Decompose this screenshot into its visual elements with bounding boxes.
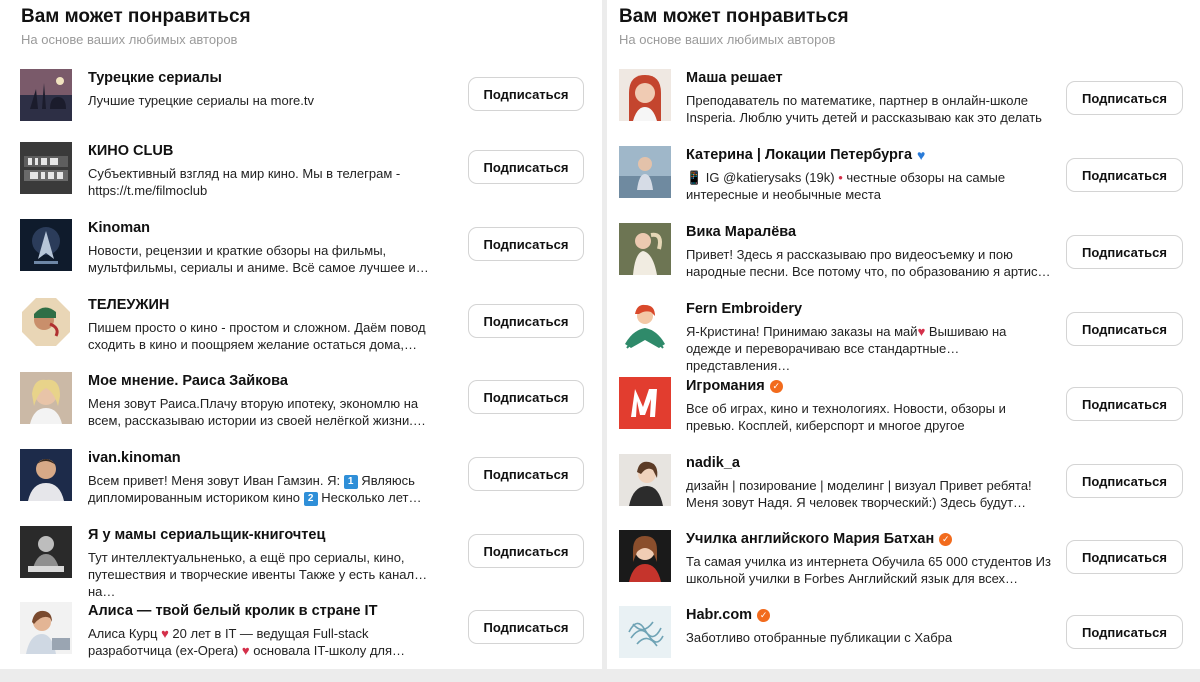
channel-name[interactable]: Habr.com ✓ [686,606,1051,625]
channel-row-vika-maraleva [607,223,1200,299]
avatar[interactable] [619,300,671,352]
channel-row-nadik-a [607,454,1200,530]
blue-heart-icon: ♥ [917,147,926,163]
channel-description: 📱 IG @katierysaks (19k) • честные обзоры на самые интересные и необычные места [686,170,1006,202]
channel-description: Всем привет! Меня зовут Иван Гамзин. Я: 1 Являюсь дипломированным историком кино 2 Несколько лет… [88,473,422,505]
channel-row-uchilka-english [607,530,1200,606]
recommendations-panel-right [607,0,1200,669]
panel-subtitle: На основе ваших любимых авторов [21,32,238,47]
subscribe-button[interactable]: Подписаться [1066,387,1183,421]
channel-name[interactable]: Вика Маралёва [686,224,797,240]
channel-name[interactable]: ivan.kinoman [88,450,181,466]
channel-description: Тут интеллектуальненько, а ещё про сериалы, кино, путешествия и творческие ивенты Также у есть канал на… [88,550,415,599]
avatar[interactable] [619,530,671,582]
avatar[interactable] [20,526,72,578]
channel-row-raisa [0,372,602,448]
channel-name[interactable]: Алиса — твой белый кролик в стране IT [88,603,378,619]
channel-name[interactable]: Турецкие сериалы [88,70,222,86]
channel-row-kinoman [0,219,602,295]
channel-description: Меня зовут Раиса.Плачу вторую ипотеку, экономлю на всем, рассказываю истории из своей нелёгкой жизни.… [88,396,426,428]
avatar[interactable] [619,606,671,658]
channel-name[interactable]: КИНО CLUB [88,143,174,159]
channel-row-serial-reader [0,526,602,602]
verified-icon: ✓ [770,380,783,393]
channel-name[interactable]: Fern Embroidery [686,301,803,317]
channel-description: Пишем просто о кино - простом и сложном. Даём повод сходить в кино и поощряем желание остаться дома,… [88,320,426,352]
subscribe-button[interactable]: Подписаться [468,77,584,111]
channel-description: Я-Кристина! Принимаю заказы на май♥ Вышиваю на одежде и переворачиваю все стандартные представления… [686,324,1007,373]
avatar[interactable] [619,223,671,275]
channel-name[interactable]: Игромания ✓ [686,377,1051,396]
avatar[interactable] [619,454,671,506]
keycap-one-icon: 1 [344,475,358,489]
channel-row-teleuzhin [0,296,602,372]
avatar[interactable] [20,602,72,654]
subscribe-button[interactable]: Подписаться [1066,464,1183,498]
subscribe-button[interactable]: Подписаться [1066,312,1183,346]
channel-name[interactable]: Я у мамы сериальщик-книгочтец [88,527,326,543]
avatar[interactable] [20,372,72,424]
subscribe-button[interactable]: Подписаться [468,227,584,261]
channel-row-alisa-it [0,602,602,678]
channel-description: Заботливо отобранные публикации с Хабра [686,630,953,645]
channel-row-katerina-spb [607,146,1200,222]
channel-row-kino-club [0,142,602,218]
verified-icon: ✓ [939,533,952,546]
channel-description: Та самая училка из интернета Обучила 65 000 студентов Из школьной училки в Forbes Английский язык для всех… [686,554,1051,586]
channel-row-masha-reshaet [607,69,1200,145]
verified-icon: ✓ [757,609,770,622]
subscribe-button[interactable]: Подписаться [1066,158,1183,192]
heart-icon: ♥ [161,626,169,641]
avatar[interactable] [20,219,72,271]
avatar[interactable] [619,146,671,198]
channel-name[interactable]: nadik_a [686,455,740,471]
heart-icon: ♥ [917,324,926,339]
channel-description: Привет! Здесь я рассказываю про видеосъемку и пою народные песни. Все потому что, по образованию я артис… [686,247,1051,279]
subscribe-button[interactable]: Подписаться [468,380,584,414]
channel-description: Все об играх, кино и технологиях. Новости, обзоры и превью. Косплей, киберспорт и многое другое [686,401,1006,433]
keycap-two-icon: 2 [304,492,318,506]
subscribe-button[interactable]: Подписаться [1066,81,1183,115]
channel-row-ivan-kinoman [0,449,602,525]
avatar[interactable] [20,449,72,501]
channel-row-habr [607,606,1200,682]
subscribe-button[interactable]: Подписаться [468,150,584,184]
channel-row-fern-embroidery [607,300,1200,376]
heart-icon: ♥ [241,643,250,658]
panel-subtitle: На основе ваших любимых авторов [619,32,836,47]
channel-description: Лучшие турецкие сериалы на more.tv [88,93,314,108]
channel-row-turkish-series [0,69,602,145]
channel-name[interactable]: Мое мнение. Раиса Зайкова [88,373,288,389]
subscribe-button[interactable]: Подписаться [468,304,584,338]
channel-name[interactable]: Катерина | Локации Петербурга ♥ [686,147,926,163]
subscribe-button[interactable]: Подписаться [468,610,584,644]
avatar[interactable] [20,142,72,194]
subscribe-button[interactable]: Подписаться [468,457,584,491]
panel-title: Вам может понравиться [619,6,849,27]
avatar[interactable] [619,69,671,121]
channel-description: Преподаватель по математике, партнер в онлайн-школе Insperia. Люблю учить детей и рассказываю как это делать [686,93,1042,125]
subscribe-button[interactable]: Подписаться [1066,540,1183,574]
pink-dot-icon: • [838,170,843,185]
avatar[interactable] [20,296,72,348]
channel-description: Алиса Курц ♥ 20 лет в IT — ведущая Full-stack разработчица (ex-Opera) ♥ основала IT-школу для… [88,626,406,658]
recommendations-panel-left [0,0,602,669]
channel-description: Новости, рецензии и краткие обзоры на фильмы, мультфильмы, сериалы и аниме. Всё самое лучшее и… [88,243,429,275]
channel-name[interactable]: Маша решает [686,70,783,86]
channel-name[interactable]: Kinoman [88,220,151,236]
subscribe-button[interactable]: Подписаться [1066,235,1183,269]
avatar[interactable] [20,69,72,121]
avatar[interactable] [619,377,671,429]
subscribe-button[interactable]: Подписаться [468,534,584,568]
channel-description: дизайн | позирование | моделинг | визуал Привет ребята! Меня зовут Надя. Я человек творческий:) Здесь будут… [686,478,1032,510]
channel-name[interactable]: ТЕЛЕУЖИН [88,297,170,313]
subscribe-button[interactable]: Подписаться [1066,615,1183,649]
channel-description: Субъективный взгляд на мир кино. Мы в телеграм - https://t.me/filmoclub [88,166,401,198]
panel-title: Вам может понравиться [21,6,251,27]
channel-row-igromania [607,377,1200,453]
channel-name[interactable]: Училка английского Мария Батхан ✓ [686,530,1051,549]
